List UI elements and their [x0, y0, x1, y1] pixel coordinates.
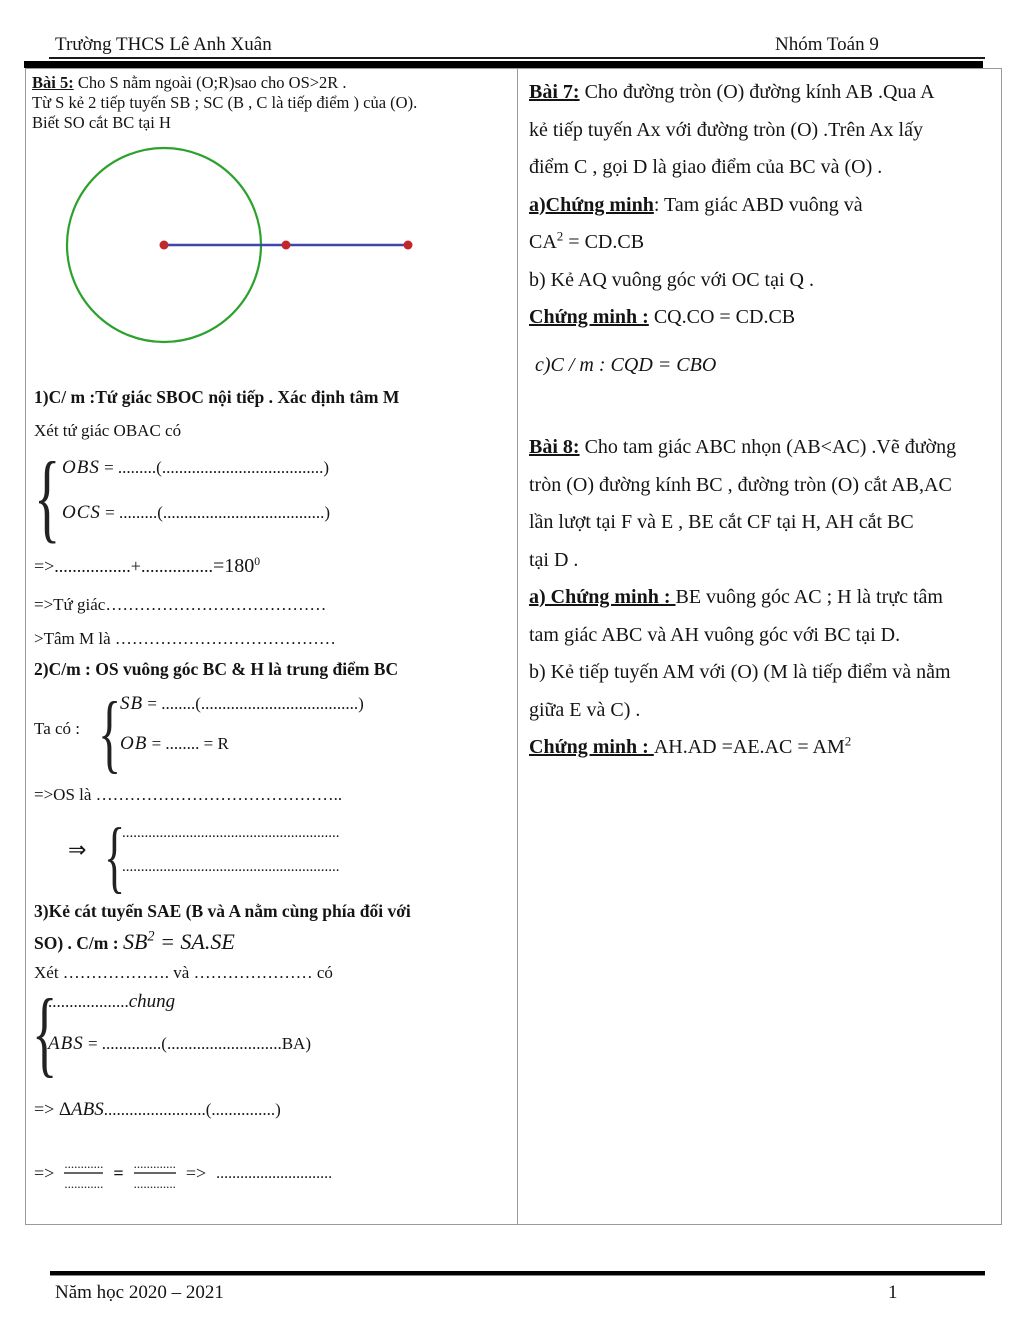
footer-rule: [50, 1271, 985, 1276]
problem-5-statement: [32, 73, 417, 133]
left-brace: {: [98, 685, 122, 782]
dotted-fraction: $\frac{............}{............}$: [64, 1156, 104, 1191]
question-a-line: a) Chứng minh : BE vuông góc AC ; H là trực tâm: [529, 586, 943, 608]
statement-line: Từ S kẻ 2 tiếp tuyến SB ; SC (B , C là tiếp điểm ) của (O).: [32, 93, 418, 112]
equation-sb: SB = ........(.....................................): [120, 693, 364, 714]
statement-line: Bài 8: Cho tam giác ABC nhọn (AB<AC) .Vẽ đường: [529, 436, 957, 458]
left-brace: {: [104, 813, 126, 901]
problems-table: [25, 68, 1002, 1225]
chung-minh-line: Chứng minh : $AH.AD =AE.AC = AM^2$: [529, 733, 852, 758]
statement-line: Bài 7: Cho đường tròn (O) đường kính AB .Qua A: [529, 81, 935, 103]
superscript-zero: 0: [254, 555, 261, 568]
ta-co-label: Ta có :: [34, 719, 81, 738]
statement-line: tròn (O) đường kính BC , đường tròn (O) cắt AB,AC: [529, 473, 952, 496]
part1-system: [34, 441, 331, 552]
double-arrow: ⇒: [68, 837, 87, 862]
chung-line: ...................chung: [48, 991, 176, 1012]
footer-school-year: Năm học 2020 – 2021: [55, 1282, 224, 1303]
equation-abs: ABS = ..............(...........................BA): [48, 1033, 311, 1054]
chung-minh-line: Chứng minh : CQ.CO = CD.CB: [529, 306, 796, 328]
header-rule-thick: [24, 61, 983, 68]
equation-ob: OB = ........ = R: [120, 733, 229, 754]
problem-5-label: Bài 5:: [32, 73, 74, 92]
question-c-line: c)C / m : CQD = CBO: [535, 353, 717, 376]
problem-8-block: [518, 429, 1002, 767]
part3-ratio-line: => $\frac{............}{............}$ = $\frac{.............}{.............}$ => .............................: [34, 1156, 333, 1191]
part2-heading: 2)C/m : OS vuông góc BC & H là trung điểm BC: [34, 659, 399, 679]
part1-conclusion-1: =>Tứ giác…………………………………: [34, 595, 327, 614]
delta-symbol: Δ: [58, 1099, 72, 1120]
ca-squared-line: $CA^2 = CD.CB$: [529, 228, 645, 253]
statement-line: lần lượt tại F và E , BE cắt CF tại H, AH cắt BC: [529, 511, 914, 533]
point-O: [160, 241, 169, 250]
statement-line: tại D .: [529, 548, 579, 571]
part1-heading: 1)C/ m :Tứ giác SBOC nội tiếp . Xác định tâm M: [34, 387, 400, 407]
dotted-line: ..........................................................: [122, 859, 340, 875]
left-column: [26, 69, 518, 1224]
point-H: [282, 241, 291, 250]
point-S: [404, 241, 413, 250]
sb-squared-formula: $SB^2 = SA.SE$: [122, 928, 235, 954]
header-school-name: Trường THCS Lê Anh Xuân: [55, 34, 272, 55]
footer-page-number: 1: [888, 1282, 898, 1303]
part1-intro: Xét tứ giác OBAC có: [34, 421, 182, 440]
dotted-fraction: $\frac{.............}{.............}$: [133, 1156, 176, 1191]
equation-ocs: OCS = .........(......................................): [62, 502, 331, 523]
statement-line: Bài 5: Cho S nằm ngoài (O;R)sao cho OS>2R .: [32, 73, 347, 92]
header-group-name: Nhóm Toán 9: [775, 34, 879, 55]
part3-heading-line2: SO) . C/m : $SB^2 = SA.SE$: [34, 928, 235, 954]
part3-delta-line: => ΔABS........................(...............): [34, 1099, 281, 1120]
question-b-line: b) Kẻ AQ vuông góc với OC tại Q .: [529, 268, 814, 291]
part1-sum-line: $=>.................+................=180^0$: [34, 555, 261, 577]
part3-xet-line: Xét ………………. và ………………… có: [34, 963, 333, 982]
problem-8-label: Bài 8:: [529, 436, 580, 458]
statement-line: kẻ tiếp tuyến Ax với đường tròn (O) .Trên Ax lấy: [529, 118, 923, 141]
question-b-line: b) Kẻ tiếp tuyến AM với (O) (M là tiếp điểm và nằm: [529, 661, 951, 683]
left-brace: {: [34, 441, 61, 552]
dotted-line: ..........................................................: [122, 825, 340, 841]
statement-line: Biết SO cắt BC tại H: [32, 113, 171, 132]
part2-conclusion: =>OS là ……………………………………..: [34, 785, 343, 804]
statement-line: tam giác ABC và AH vuông góc với BC tại D.: [529, 623, 901, 646]
equation-obs: OBS = .........(......................................): [62, 457, 329, 478]
dotted-line: .............................: [216, 1164, 333, 1182]
question-a-line: a)Chứng minh: Tam giác ABD vuông và: [529, 193, 863, 216]
right-column: [518, 69, 1002, 1224]
header-rule-thin: [49, 57, 985, 59]
statement-line: điểm C , gọi D là giao điểm của BC và (O) .: [529, 156, 883, 178]
problem-7-label: Bài 7:: [529, 81, 580, 103]
statement-line: giữa E và C) .: [529, 698, 641, 721]
part1-conclusion-2: >Tâm M là …………………………………: [34, 629, 336, 648]
geometry-figure: [31, 145, 421, 360]
left-brace: {: [32, 979, 58, 1086]
problem-7-block: [518, 74, 1002, 384]
part3-heading-line1: 3)Kẻ cát tuyến SAE (B và A nằm cùng phía đối với: [34, 901, 411, 921]
